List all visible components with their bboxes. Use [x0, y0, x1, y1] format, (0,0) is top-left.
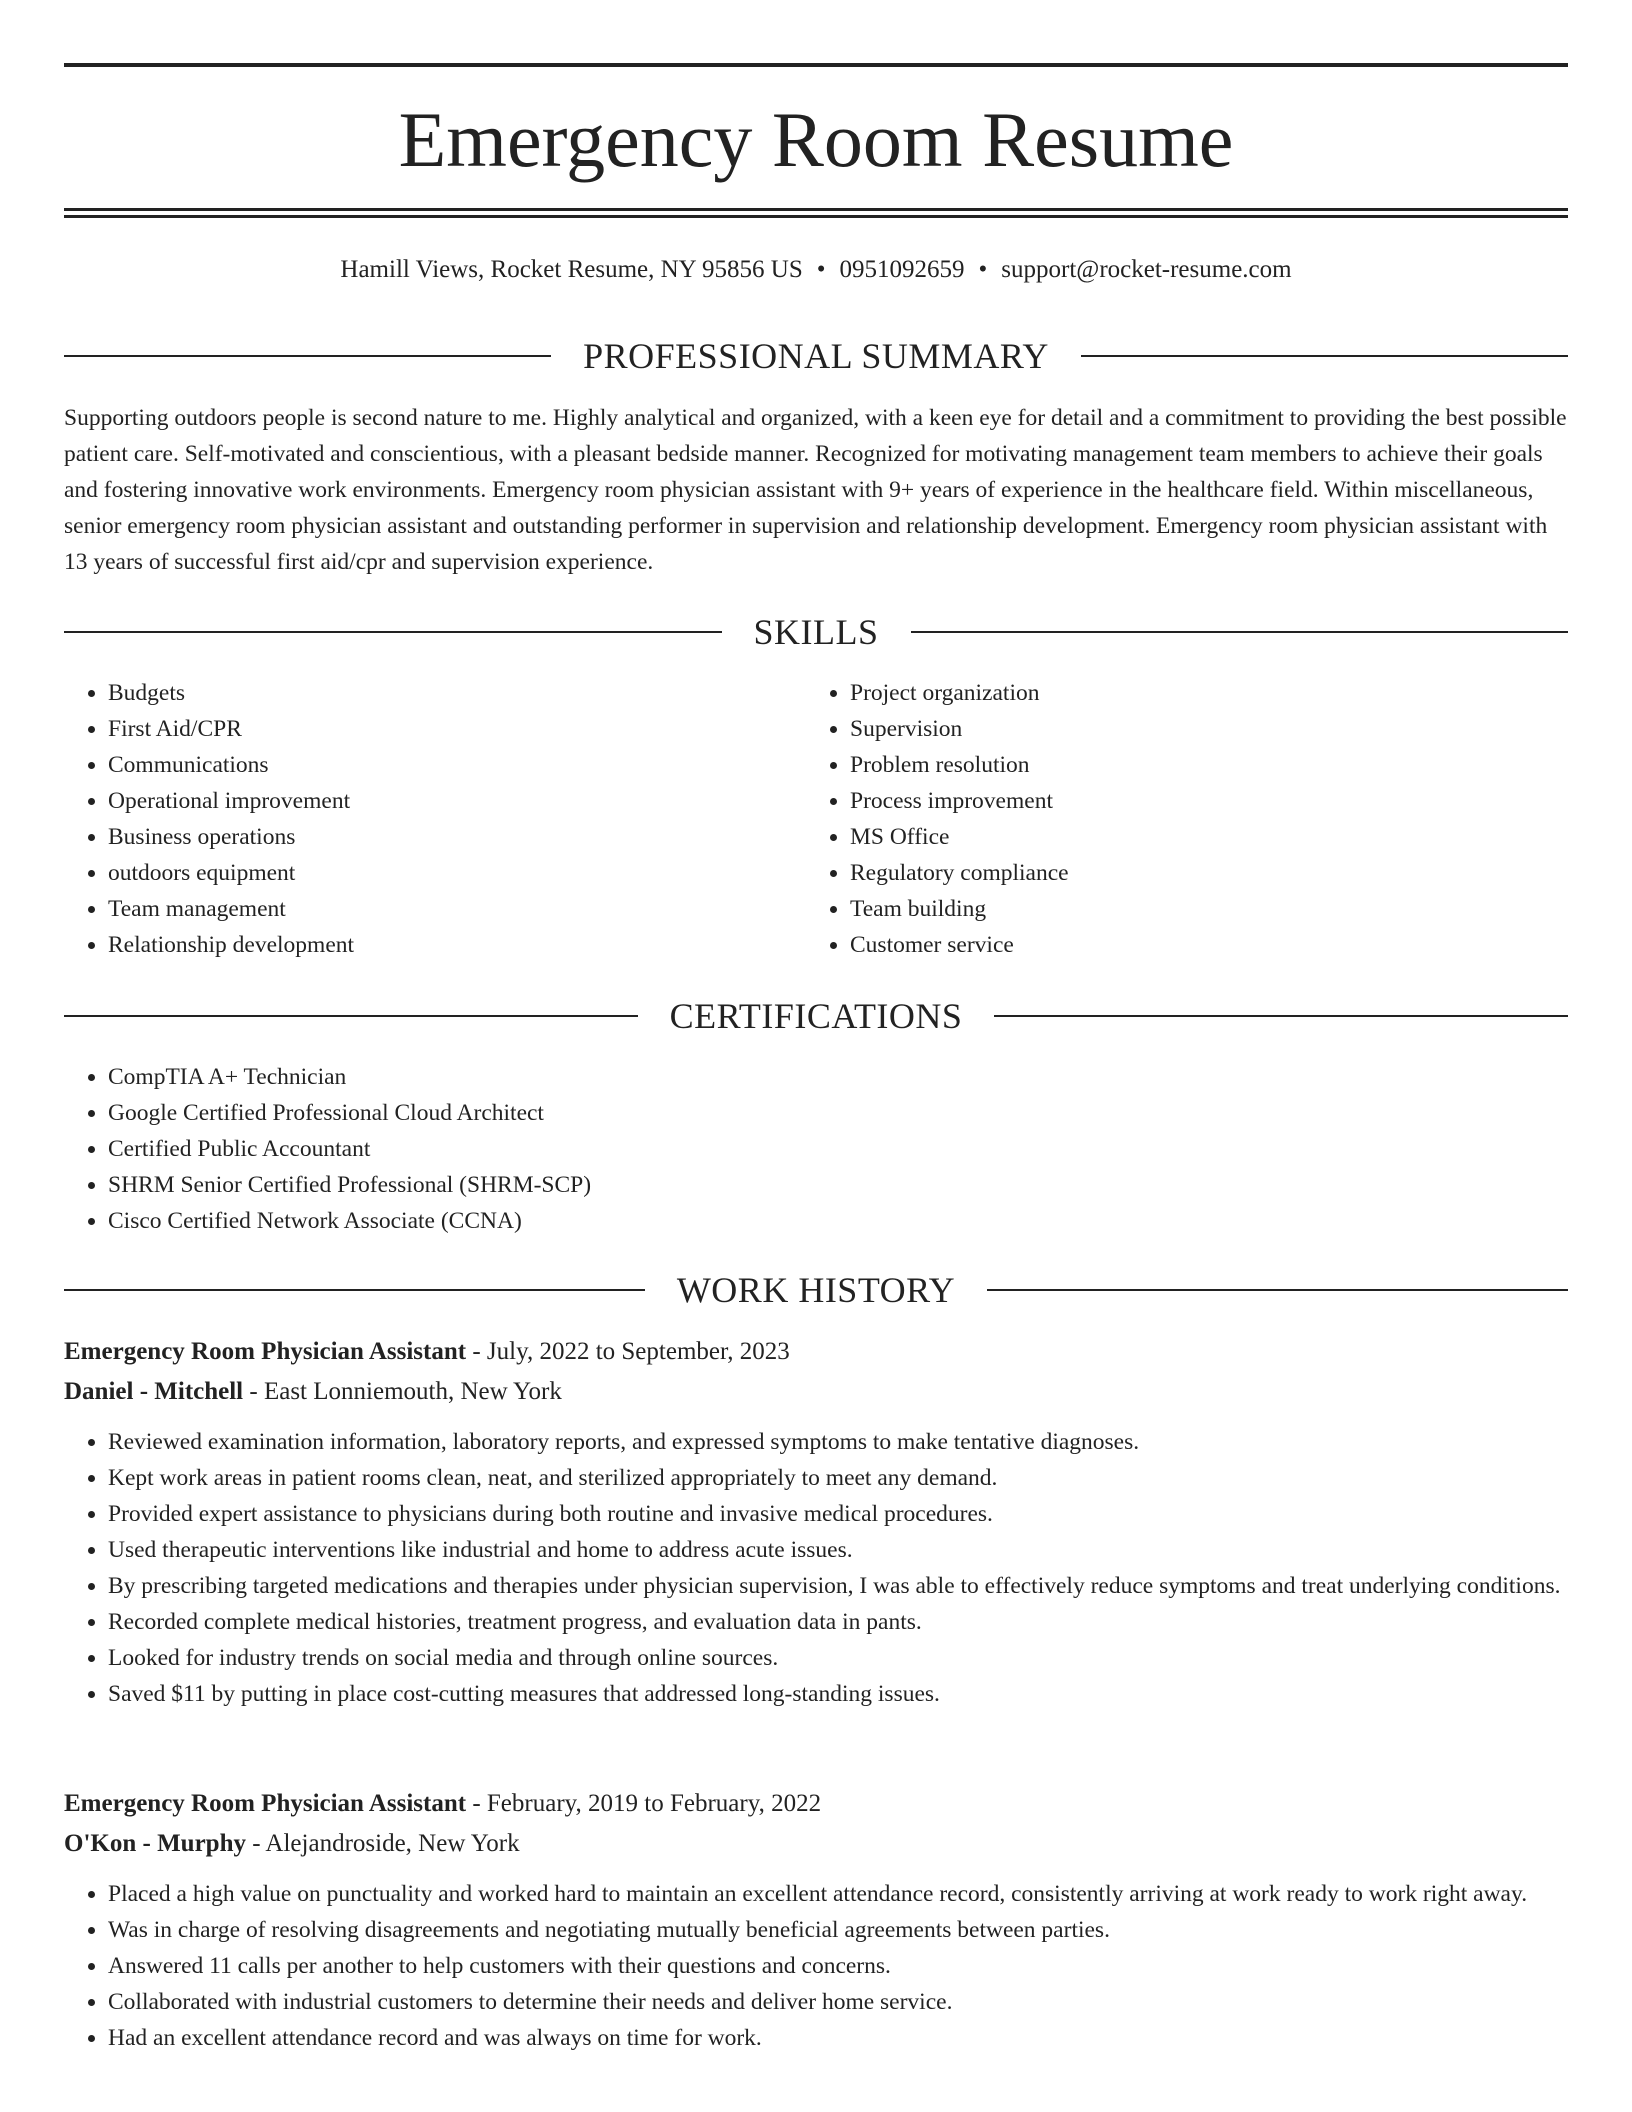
job-dates: - February, 2019 to February, 2022 [466, 1790, 822, 1817]
heading-rule-right [987, 1289, 1568, 1291]
job-duty-item: • By prescribing targeted medications and therapies under physician supervision, I was able to effectively reduce symptoms and treat underlying conditions. [108, 1568, 1568, 1604]
job-duty-item: • Collaborated with industrial customers to determine their needs and deliver home service. [108, 1984, 1568, 2020]
work-heading-label: WORK HISTORY [676, 1270, 956, 1310]
summary-text: Supporting outdoors people is second nature to me. Highly analytical and organized, with a keen eye for detail and a commitment to providing the best possible patient care. Self-motivated and conscientious, with a pleasant bedside manner. Recognized for motivating management team members to achieve their goals and fostering innovative work environments. Emergency room physician assistant with 9+ years of experience in the healthcare field. Within miscellaneous, senior emergency room physician assistant and outstanding performer in supervision and relationship development. Emergency room physician assistant with 13 years of successful first aid/cpr and supervision experience. [64, 405, 1567, 575]
skills-left-list [64, 675, 764, 963]
certifications-list [64, 1059, 1568, 1239]
heading-rule-right [994, 1015, 1568, 1017]
certifications-heading [64, 994, 1568, 1038]
job-location: - Alejandroside, New York [245, 1830, 520, 1857]
skill-item: • Team management [108, 891, 764, 927]
job-duty-item: • Provided expert assistance to physicians during both routine and invasive medical procedures. [108, 1496, 1568, 1532]
job-entry [64, 1332, 1568, 1712]
job-location: - East Lonniemouth, New York [243, 1378, 562, 1405]
heading-rule-left [64, 1015, 638, 1017]
contact-line [64, 254, 1568, 286]
page-title: Emergency Room Resume [398, 96, 1234, 183]
skill-item: • Regulatory compliance [850, 855, 1506, 891]
skill-item: • First Aid/CPR [108, 711, 764, 747]
title-rule-upper [64, 208, 1568, 211]
top-rule [64, 63, 1568, 67]
job-duty-item: • Reviewed examination information, laboratory reports, and expressed symptoms to make tentative diagnoses. [108, 1424, 1568, 1460]
job-duty-item: • Had an excellent attendance record and was always on time for work. [108, 2020, 1568, 2056]
heading-rule-right [911, 631, 1569, 633]
job-entry [64, 1784, 1568, 2056]
job-dates: - July, 2022 to September, 2023 [466, 1338, 790, 1365]
skill-item: • Supervision [850, 711, 1506, 747]
skill-item: • Communications [108, 747, 764, 783]
job-duty-item: • Answered 11 calls per another to help customers with their questions and concerns. [108, 1948, 1568, 1984]
job-duty-item: • Kept work areas in patient rooms clean, neat, and sterilized appropriately to meet any demand. [108, 1460, 1568, 1496]
job-company: Daniel - Mitchell [64, 1378, 244, 1405]
certification-item: • Google Certified Professional Cloud Architect [108, 1095, 1568, 1131]
certification-item: • Certified Public Accountant [108, 1131, 1568, 1167]
summary-heading [64, 334, 1568, 378]
heading-rule-right [1081, 355, 1568, 357]
skill-item: • Budgets [108, 675, 764, 711]
certifications-list-wrap [64, 1059, 1568, 1239]
heading-rule-left [64, 631, 722, 633]
job-duty-item: • Used therapeutic interventions like industrial and home to address acute issues. [108, 1532, 1568, 1568]
skill-item: • Operational improvement [108, 783, 764, 819]
title-rule-lower [64, 215, 1568, 218]
job-title: Emergency Room Physician Assistant [64, 1338, 467, 1365]
heading-rule-left [64, 1289, 645, 1291]
job-title: Emergency Room Physician Assistant [64, 1790, 467, 1817]
skill-item: • Problem resolution [850, 747, 1506, 783]
skills-right-list [806, 675, 1506, 963]
skill-item: • Project organization [850, 675, 1506, 711]
job-duty-item: • Recorded complete medical histories, treatment progress, and evaluation data in pants. [108, 1604, 1568, 1640]
job-company: O'Kon - Murphy [64, 1830, 246, 1857]
skill-item: • Process improvement [850, 783, 1506, 819]
skills-heading [64, 610, 1568, 654]
contact-address: Hamill Views, Rocket Resume, NY 95856 US [340, 256, 803, 283]
skill-item: • Customer service [850, 927, 1506, 963]
heading-rule-left [64, 355, 551, 357]
skill-item: • Team building [850, 891, 1506, 927]
skill-item: • outdoors equipment [108, 855, 764, 891]
job-duty-item: • Saved $11 by putting in place cost-cutting measures that addressed long-standing issues. [108, 1676, 1568, 1712]
skill-item: • Relationship development [108, 927, 764, 963]
job-duty-item: • Was in charge of resolving disagreements and negotiating mutually beneficial agreements between parties. [108, 1912, 1568, 1948]
skills-heading-label: SKILLS [753, 612, 879, 652]
job-title-line [64, 1332, 1568, 1372]
job-company-line [64, 1372, 1568, 1412]
job-duties-list [64, 1424, 1568, 1712]
skills-right-column [806, 675, 1506, 963]
skills-left-column [64, 675, 764, 963]
job-duty-item: • Placed a high value on punctuality and worked hard to maintain an excellent attendance record, consistently arriving at work ready to work right away. [108, 1876, 1568, 1912]
job-duty-item: • Looked for industry trends on social media and through online sources. [108, 1640, 1568, 1676]
summary-heading-label: PROFESSIONAL SUMMARY [583, 336, 1049, 376]
contact-email: support@rocket-resume.com [1001, 256, 1292, 283]
certification-item: • SHRM Senior Certified Professional (SHRM-SCP) [108, 1167, 1568, 1203]
contact-phone: 0951092659 [839, 256, 965, 283]
certification-item: • Cisco Certified Network Associate (CCNA) [108, 1203, 1568, 1239]
certification-item: • CompTIA A+ Technician [108, 1059, 1568, 1095]
contact-separator: • [978, 256, 988, 283]
job-company-line [64, 1824, 1568, 1864]
skill-item: • MS Office [850, 819, 1506, 855]
work-heading [64, 1268, 1568, 1312]
certifications-heading-label: CERTIFICATIONS [669, 996, 963, 1036]
skill-item: • Business operations [108, 819, 764, 855]
job-duties-list [64, 1876, 1568, 2056]
contact-separator: • [816, 256, 826, 283]
job-title-line [64, 1784, 1568, 1824]
